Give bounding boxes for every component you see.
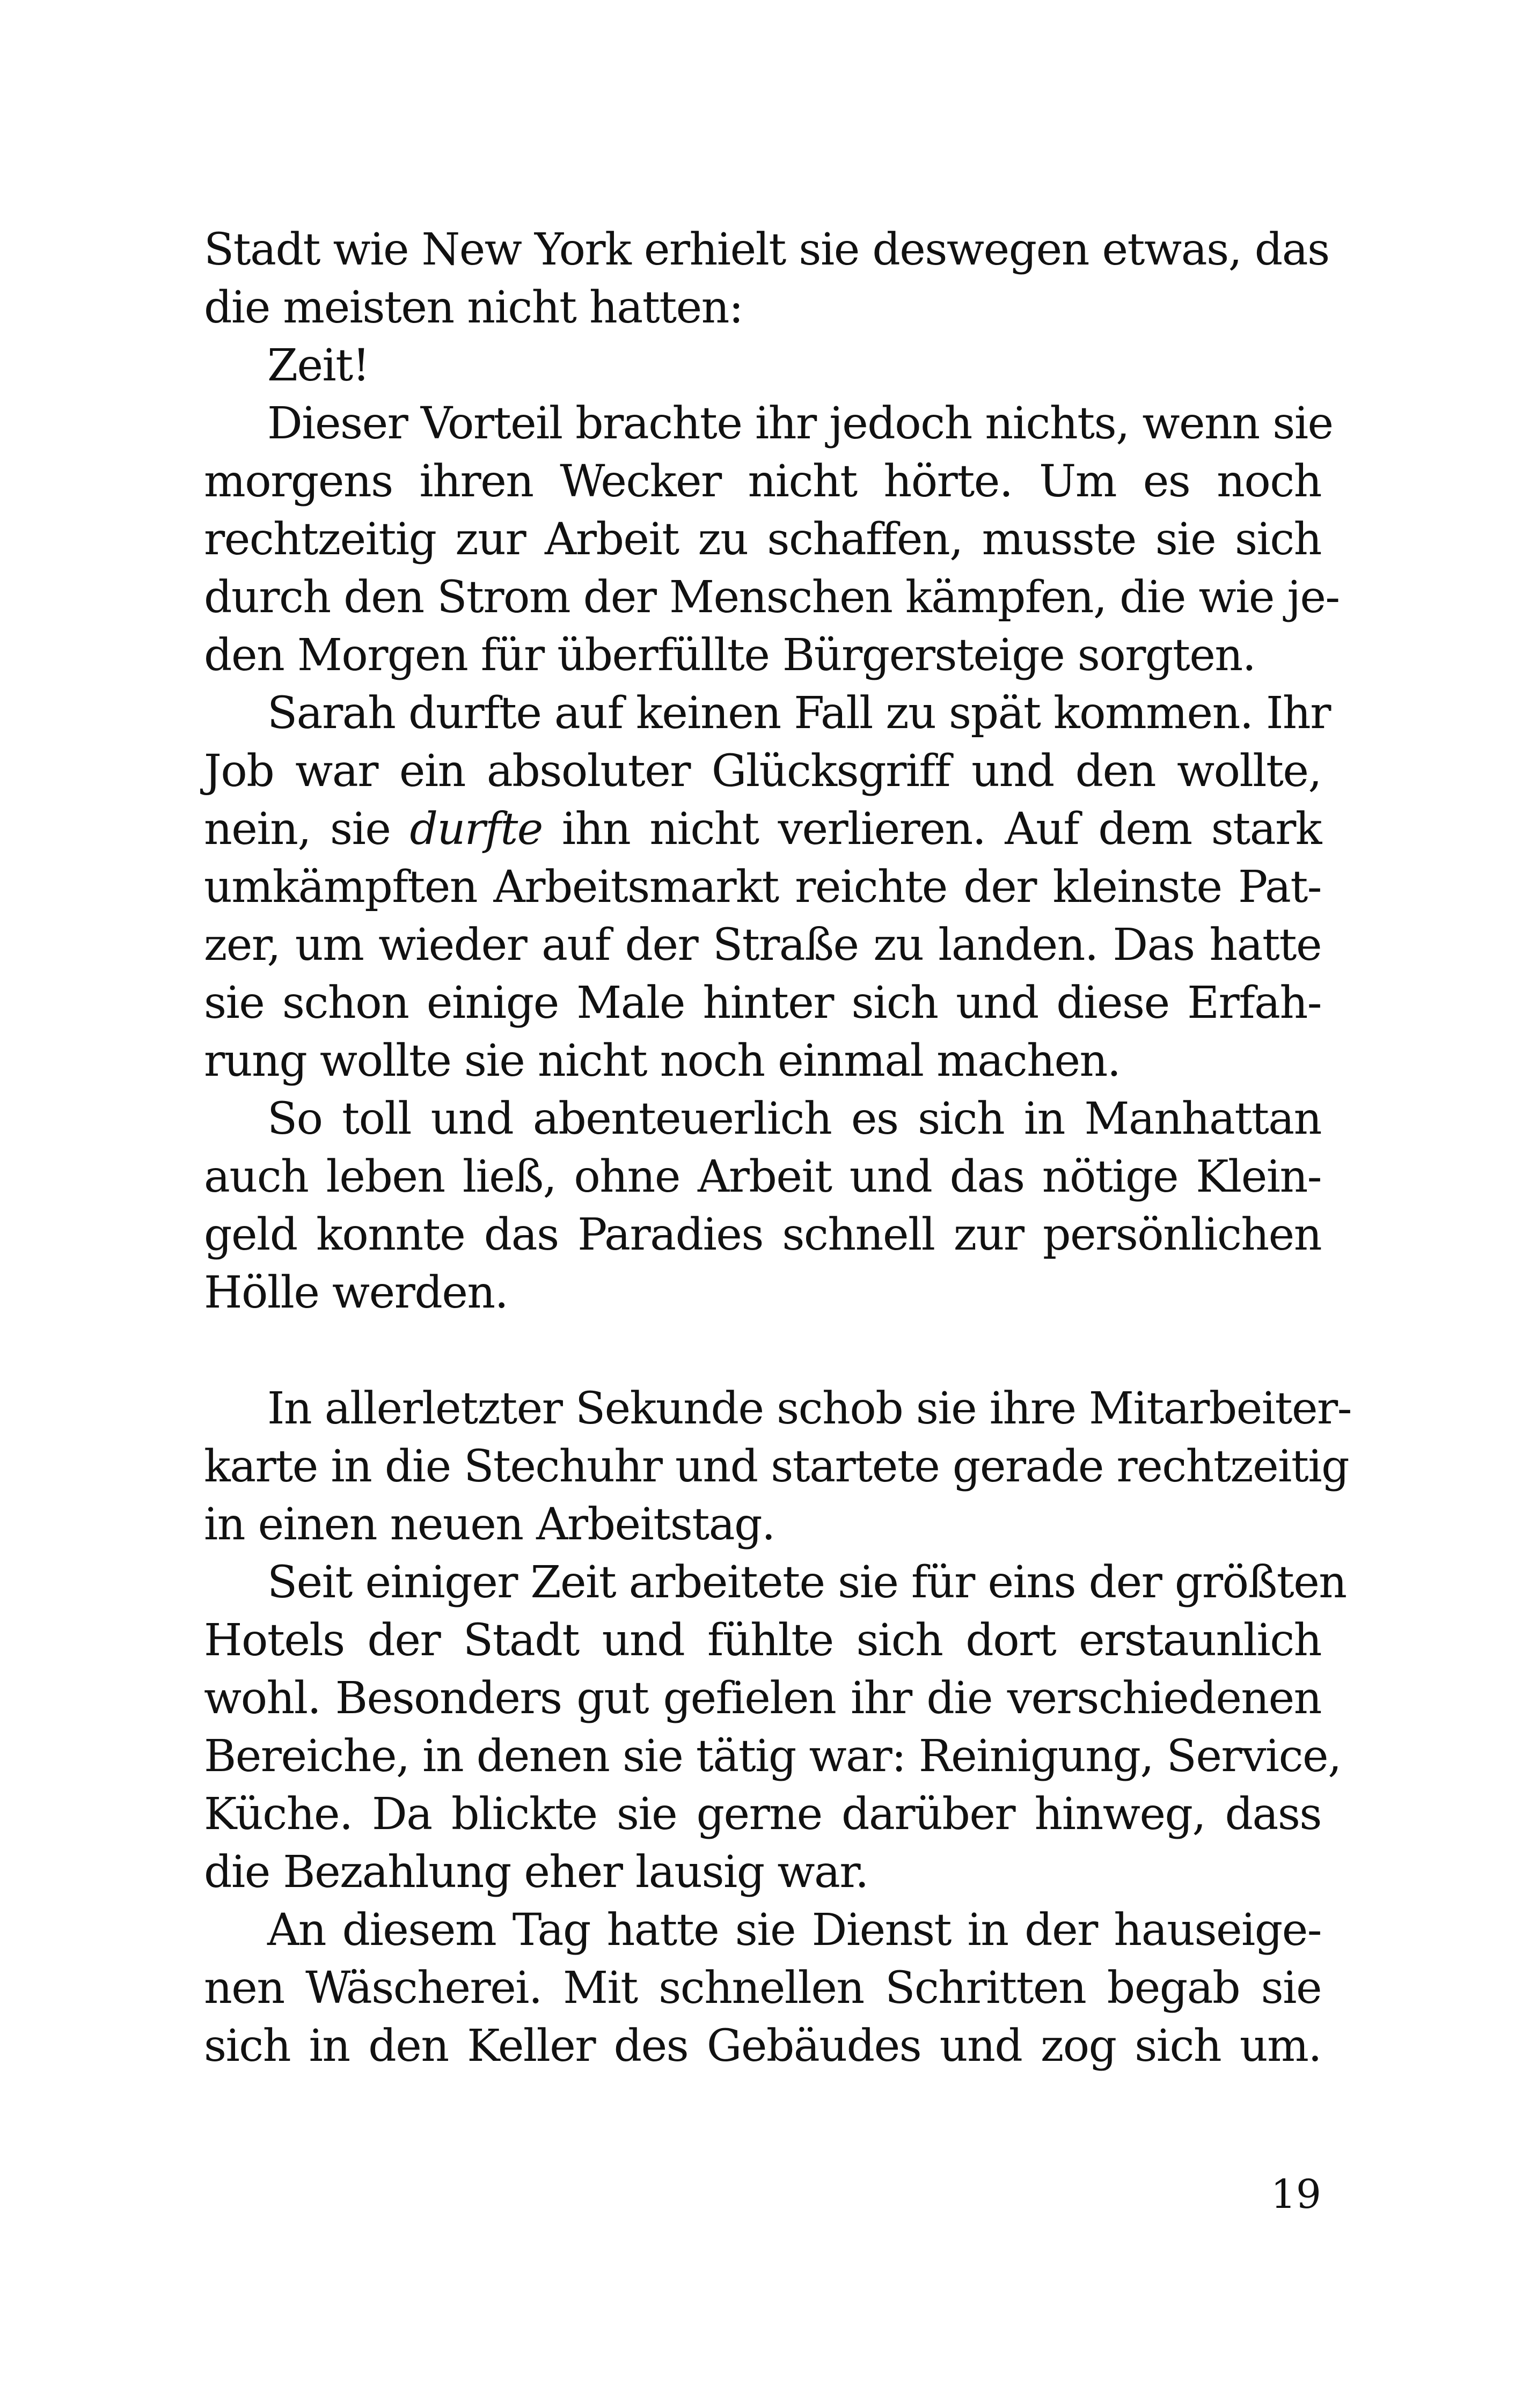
text-line: den Morgen für überfüllte Bürgersteige sorgten. [204,630,1256,681]
body-text [204,221,1351,2075]
text-line-with-emphasis [204,801,1321,858]
text-line: Bereiche, in denen sie tätig war: Reinigung, Service, [204,1731,1341,1782]
text-line: sich in den Keller des Gebäudes und zog sich um. [204,2021,1321,2072]
text-line: Küche. Da blickte sie gerne darüber hinweg, dass [204,1789,1321,1840]
text-line: umkämpften Arbeitsmarkt reichte der kleinste Pat- [204,862,1321,913]
text-line: wohl. Besonders gut gefielen ihr die verschiedenen [204,1673,1321,1724]
text-line: die meisten nicht hatten: [204,282,743,333]
section-break [204,1322,1321,1380]
text-line: Dieser Vorteil brachte ihr jedoch nichts, wenn sie [267,398,1333,449]
text-line: karte in die Stechuhr und startete gerade rechtzeitig [204,1441,1349,1492]
page-number: 19 [1270,2171,1321,2218]
text-line: nen Wäscherei. Mit schnellen Schritten begab sie [204,1963,1321,2014]
text-fragment: ihn nicht verlieren. Auf dem stark [561,804,1321,855]
text-line: An diesem Tag hatte sie Dienst in der hauseige- [267,1905,1321,1956]
text-line: Job war ein absoluter Glücksgriff und den wollte, [204,746,1321,797]
text-line: Stadt wie New York erhielt sie deswegen etwas, das [204,224,1329,275]
text-line: rechtzeitig zur Arbeit zu schaffen, musste sie sich [204,514,1321,565]
text-line: auch leben ließ, ohne Arbeit und das nötige Klein- [204,1151,1321,1202]
text-line: morgens ihren Wecker nicht hörte. Um es noch [204,456,1321,507]
text-fragment: nein, sie [204,804,391,855]
text-line: Hölle werden. [204,1267,508,1318]
text-line: durch den Strom der Menschen kämpfen, die wie je- [204,572,1340,623]
text-line: Sarah durfte auf keinen Fall zu spät kommen. Ihr [267,688,1330,739]
text-line: In allerletzter Sekunde schob sie ihre Mitarbeiter- [267,1383,1351,1434]
text-line: rung wollte sie nicht noch einmal machen. [204,1036,1121,1086]
text-line: Seit einiger Zeit arbeitete sie für eins der größten [267,1557,1347,1608]
text-line: So toll und abenteuerlich es sich in Manhattan [267,1093,1321,1144]
text-line: geld konnte das Paradies schnell zur persönlichen [204,1209,1321,1260]
text-line: zer, um wieder auf der Straße zu landen. Das hatte [204,920,1321,971]
emphasis-text: durfte [409,804,543,855]
text-line: Zeit! [267,340,370,391]
text-line: in einen neuen Arbeitstag. [204,1499,775,1550]
text-line: Hotels der Stadt und fühlte sich dort erstaunlich [204,1615,1321,1666]
text-line: sie schon einige Male hinter sich und diese Erfah- [204,978,1321,1029]
text-line: die Bezahlung eher lausig war. [204,1847,868,1898]
